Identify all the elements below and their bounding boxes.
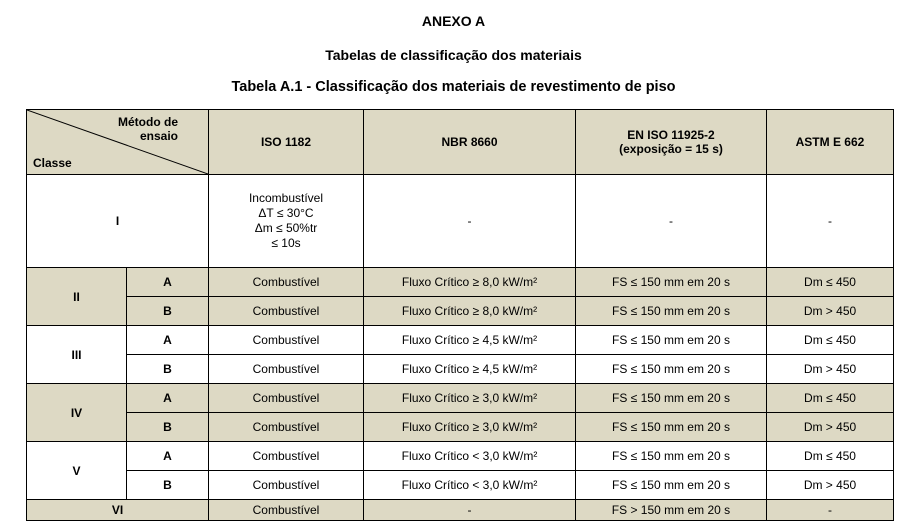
nbr-cell: Fluxo Crítico < 3,0 kW/m² <box>364 442 576 471</box>
subclass-cell: A <box>127 442 209 471</box>
table-row-class-i <box>27 175 894 268</box>
header-row <box>27 110 894 175</box>
subclass-cell: A <box>127 268 209 297</box>
subtitle-heading: Tabelas de classificação dos materiais <box>325 47 582 63</box>
classification-table <box>26 109 894 521</box>
iso-cell: Combustível <box>209 442 364 471</box>
iso-cell <box>209 175 364 268</box>
astm-cell: Dm ≤ 450 <box>767 268 894 297</box>
iso-cell: Combustível <box>209 500 364 521</box>
annex-heading: ANEXO A <box>421 13 486 29</box>
table-row <box>27 413 894 442</box>
subclass-cell: B <box>127 471 209 500</box>
astm-cell: Dm ≤ 450 <box>767 384 894 413</box>
header-nbr: NBR 8660 <box>364 110 576 175</box>
class-cell: I <box>27 175 209 268</box>
table-row <box>27 355 894 384</box>
table-row-class-vi <box>27 500 894 521</box>
header-iso: ISO 1182 <box>209 110 364 175</box>
iso-cell: Combustível <box>209 384 364 413</box>
iso-cell: Combustível <box>209 471 364 500</box>
en-cell: FS > 150 mm em 20 s <box>576 500 767 521</box>
astm-cell: Dm > 450 <box>767 413 894 442</box>
class-cell: II <box>27 268 127 326</box>
en-cell: FS ≤ 150 mm em 20 s <box>576 384 767 413</box>
table-row <box>27 442 894 471</box>
nbr-cell: Fluxo Crítico < 3,0 kW/m² <box>364 471 576 500</box>
subclass-cell: B <box>127 413 209 442</box>
iso-cell: Combustível <box>209 413 364 442</box>
nbr-cell: Fluxo Crítico ≥ 3,0 kW/m² <box>364 413 576 442</box>
nbr-cell: Fluxo Crítico ≥ 4,5 kW/m² <box>364 355 576 384</box>
table-row <box>27 297 894 326</box>
header-en <box>576 110 767 175</box>
class-cell: VI <box>27 500 209 521</box>
iso-cell: Combustível <box>209 326 364 355</box>
method-label <box>118 115 178 143</box>
astm-cell: - <box>767 500 894 521</box>
astm-cell: Dm > 450 <box>767 297 894 326</box>
en-cell: FS ≤ 150 mm em 20 s <box>576 413 767 442</box>
table-row <box>27 268 894 297</box>
en-cell: FS ≤ 150 mm em 20 s <box>576 442 767 471</box>
nbr-cell: Fluxo Crítico ≥ 8,0 kW/m² <box>364 297 576 326</box>
iso-line2: ΔT ≤ 30°C <box>258 206 314 220</box>
iso-line3: Δm ≤ 50%tr <box>254 221 318 235</box>
nbr-cell: - <box>364 175 576 268</box>
iso-line1: Incombustível <box>248 191 324 205</box>
header-en-line1: EN ISO 11925-2 <box>627 128 715 142</box>
corner-header-cell <box>27 110 209 175</box>
table-row <box>27 471 894 500</box>
en-cell: - <box>576 175 767 268</box>
method-label-line2: ensaio <box>139 129 178 143</box>
astm-cell: Dm ≤ 450 <box>767 442 894 471</box>
en-cell: FS ≤ 150 mm em 20 s <box>576 297 767 326</box>
en-cell: FS ≤ 150 mm em 20 s <box>576 355 767 384</box>
astm-cell: Dm ≤ 450 <box>767 326 894 355</box>
nbr-cell: Fluxo Crítico ≥ 3,0 kW/m² <box>364 384 576 413</box>
iso-cell: Combustível <box>209 268 364 297</box>
method-label-line1: Método de <box>118 115 178 129</box>
iso-cell: Combustível <box>209 355 364 384</box>
class-cell: IV <box>27 384 127 442</box>
en-cell: FS ≤ 150 mm em 20 s <box>576 268 767 297</box>
class-label: Classe <box>33 156 72 170</box>
astm-cell: Dm > 450 <box>767 355 894 384</box>
astm-cell: - <box>767 175 894 268</box>
nbr-cell: Fluxo Crítico ≥ 8,0 kW/m² <box>364 268 576 297</box>
table-row <box>27 326 894 355</box>
header-en-line2: (exposição = 15 s) <box>619 142 723 156</box>
en-cell: FS ≤ 150 mm em 20 s <box>576 471 767 500</box>
subclass-cell: B <box>127 297 209 326</box>
nbr-cell: Fluxo Crítico ≥ 4,5 kW/m² <box>364 326 576 355</box>
class-cell: V <box>27 442 127 500</box>
subclass-cell: A <box>127 326 209 355</box>
subclass-cell: B <box>127 355 209 384</box>
en-cell: FS ≤ 150 mm em 20 s <box>576 326 767 355</box>
table-row <box>27 384 894 413</box>
astm-cell: Dm > 450 <box>767 471 894 500</box>
subclass-cell: A <box>127 384 209 413</box>
iso-cell: Combustível <box>209 297 364 326</box>
header-astm: ASTM E 662 <box>767 110 894 175</box>
iso-line4: ≤ 10s <box>271 236 301 250</box>
class-cell: III <box>27 326 127 384</box>
table-title: Tabela A.1 - Classificação dos materiais de revestimento de piso <box>231 79 676 95</box>
nbr-cell: - <box>364 500 576 521</box>
